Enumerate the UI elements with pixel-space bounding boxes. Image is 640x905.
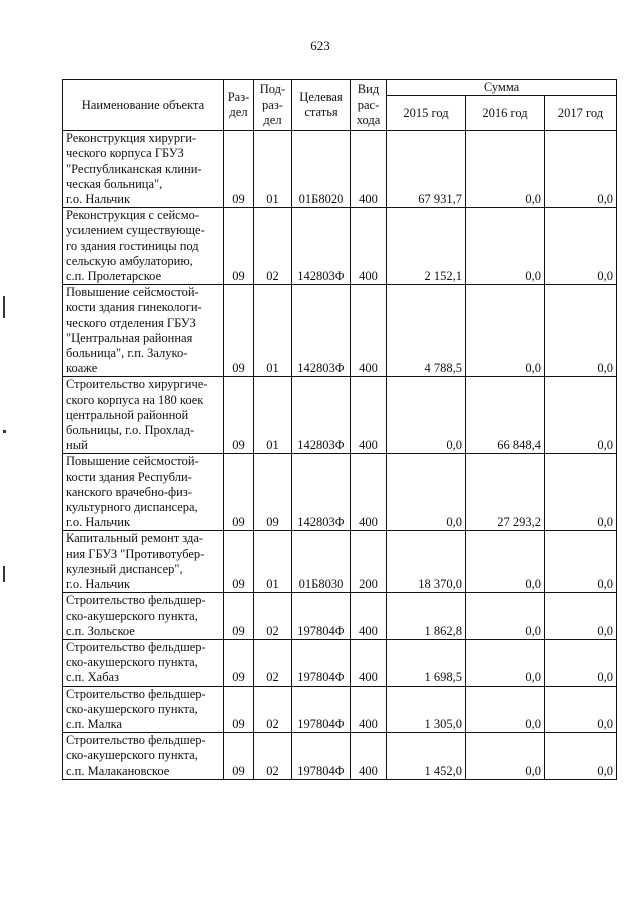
cell-target-article: 01Б8030 xyxy=(292,531,351,593)
cell-sum-2016: 27 293,2 xyxy=(466,454,545,531)
cell-sum-2016: 0,0 xyxy=(466,686,545,733)
cell-sum-2015: 0,0 xyxy=(387,377,466,454)
header-year-2015: 2015 год xyxy=(387,96,466,131)
header-name: Наименование объекта xyxy=(63,80,224,131)
cell-sum-2015: 0,0 xyxy=(387,454,466,531)
cell-section: 09 xyxy=(224,733,254,780)
cell-sum-2015: 67 931,7 xyxy=(387,131,466,208)
cell-subsection: 02 xyxy=(254,593,292,640)
cell-expense-type: 400 xyxy=(351,686,387,733)
table-row xyxy=(63,733,617,780)
cell-object-name: Реконструкция хирурги- ческого корпуса ГБУЗ "Республиканская клини- ческая больница", г.о. Нальчик xyxy=(63,131,224,208)
cell-section: 09 xyxy=(224,639,254,686)
table-body xyxy=(63,131,617,780)
cell-subsection: 02 xyxy=(254,733,292,780)
scan-artifact xyxy=(3,430,6,433)
cell-sum-2015: 1 698,5 xyxy=(387,639,466,686)
cell-sum-2017: 0,0 xyxy=(545,454,617,531)
cell-sum-2016: 0,0 xyxy=(466,593,545,640)
cell-target-article: 197804Ф xyxy=(292,593,351,640)
cell-sum-2016: 0,0 xyxy=(466,285,545,377)
cell-sum-2017: 0,0 xyxy=(545,639,617,686)
cell-target-article: 197804Ф xyxy=(292,733,351,780)
cell-section: 09 xyxy=(224,285,254,377)
cell-section: 09 xyxy=(224,377,254,454)
cell-expense-type: 400 xyxy=(351,208,387,285)
table-row xyxy=(63,639,617,686)
cell-expense-type: 400 xyxy=(351,593,387,640)
cell-section: 09 xyxy=(224,131,254,208)
cell-sum-2016: 66 848,4 xyxy=(466,377,545,454)
cell-sum-2017: 0,0 xyxy=(545,285,617,377)
cell-object-name: Строительство фельдшер- ско-акушерского пункта, с.п. Малакановское xyxy=(63,733,224,780)
cell-target-article: 01Б8020 xyxy=(292,131,351,208)
cell-target-article: 142803Ф xyxy=(292,454,351,531)
cell-sum-2016: 0,0 xyxy=(466,131,545,208)
table-row xyxy=(63,686,617,733)
cell-section: 09 xyxy=(224,531,254,593)
cell-sum-2016: 0,0 xyxy=(466,733,545,780)
cell-subsection: 02 xyxy=(254,686,292,733)
cell-expense-type: 400 xyxy=(351,454,387,531)
table-row xyxy=(63,454,617,531)
cell-object-name: Строительство фельдшер- ско-акушерского пункта, с.п. Хабаз xyxy=(63,639,224,686)
cell-subsection: 02 xyxy=(254,208,292,285)
cell-object-name: Строительство хирургиче- ского корпуса на 180 коек центральной районной больницы, г.о. Прохлад- ный xyxy=(63,377,224,454)
cell-expense-type: 400 xyxy=(351,377,387,454)
cell-object-name: Повышение сейсмостой- кости здания гинекологи- ческого отделения ГБУЗ "Центральная районная больница", г.п. Залуко- коаже xyxy=(63,285,224,377)
cell-sum-2015: 1 305,0 xyxy=(387,686,466,733)
cell-sum-2015: 1 862,8 xyxy=(387,593,466,640)
cell-object-name: Строительство фельдшер- ско-акушерского пункта, с.п. Зольское xyxy=(63,593,224,640)
cell-subsection: 02 xyxy=(254,639,292,686)
cell-sum-2016: 0,0 xyxy=(466,639,545,686)
cell-section: 09 xyxy=(224,686,254,733)
cell-target-article: 142803Ф xyxy=(292,377,351,454)
header-year-2017: 2017 год xyxy=(545,96,617,131)
cell-sum-2017: 0,0 xyxy=(545,593,617,640)
cell-section: 09 xyxy=(224,593,254,640)
cell-target-article: 197804Ф xyxy=(292,686,351,733)
cell-object-name: Строительство фельдшер- ско-акушерского пункта, с.п. Малка xyxy=(63,686,224,733)
table-row xyxy=(63,285,617,377)
cell-subsection: 01 xyxy=(254,285,292,377)
cell-sum-2017: 0,0 xyxy=(545,686,617,733)
scan-artifact xyxy=(3,296,5,318)
header-year-2016: 2016 год xyxy=(466,96,545,131)
header-target-article: Целевая статья xyxy=(292,80,351,131)
cell-object-name: Повышение сейсмостой- кости здания Республи- канского врачебно-физ- культурного диспансера, г.о. Нальчик xyxy=(63,454,224,531)
budget-table xyxy=(62,79,617,780)
cell-expense-type: 400 xyxy=(351,131,387,208)
cell-object-name: Капитальный ремонт зда- ния ГБУЗ "Противотубер- кулезный диспансер", г.о. Нальчик xyxy=(63,531,224,593)
cell-section: 09 xyxy=(224,454,254,531)
header-sum: Сумма xyxy=(387,80,617,96)
cell-target-article: 197804Ф xyxy=(292,639,351,686)
cell-expense-type: 400 xyxy=(351,639,387,686)
scan-artifact xyxy=(3,566,5,582)
cell-sum-2016: 0,0 xyxy=(466,208,545,285)
cell-sum-2017: 0,0 xyxy=(545,531,617,593)
cell-object-name: Реконструкция с сейсмо- усилением существующе- го здания гостиницы под сельскую амбулаторию, с.п. Пролетарское xyxy=(63,208,224,285)
cell-sum-2017: 0,0 xyxy=(545,733,617,780)
table-header xyxy=(63,80,617,131)
table-row xyxy=(63,593,617,640)
cell-expense-type: 200 xyxy=(351,531,387,593)
header-section: Раз- дел xyxy=(224,80,254,131)
cell-expense-type: 400 xyxy=(351,285,387,377)
table-row xyxy=(63,377,617,454)
cell-sum-2015: 18 370,0 xyxy=(387,531,466,593)
cell-subsection: 01 xyxy=(254,531,292,593)
table-row xyxy=(63,531,617,593)
cell-section: 09 xyxy=(224,208,254,285)
cell-sum-2017: 0,0 xyxy=(545,208,617,285)
cell-expense-type: 400 xyxy=(351,733,387,780)
table-row xyxy=(63,131,617,208)
cell-sum-2017: 0,0 xyxy=(545,377,617,454)
cell-sum-2017: 0,0 xyxy=(545,131,617,208)
cell-sum-2015: 4 788,5 xyxy=(387,285,466,377)
page-number: 623 xyxy=(310,38,330,53)
cell-subsection: 09 xyxy=(254,454,292,531)
cell-subsection: 01 xyxy=(254,377,292,454)
cell-sum-2016: 0,0 xyxy=(466,531,545,593)
cell-sum-2015: 1 452,0 xyxy=(387,733,466,780)
table-row xyxy=(63,208,617,285)
cell-target-article: 142803Ф xyxy=(292,208,351,285)
cell-target-article: 142803Ф xyxy=(292,285,351,377)
cell-sum-2015: 2 152,1 xyxy=(387,208,466,285)
cell-subsection: 01 xyxy=(254,131,292,208)
header-expense-type: Вид рас- хода xyxy=(351,80,387,131)
header-subsection: Под- раз- дел xyxy=(254,80,292,131)
